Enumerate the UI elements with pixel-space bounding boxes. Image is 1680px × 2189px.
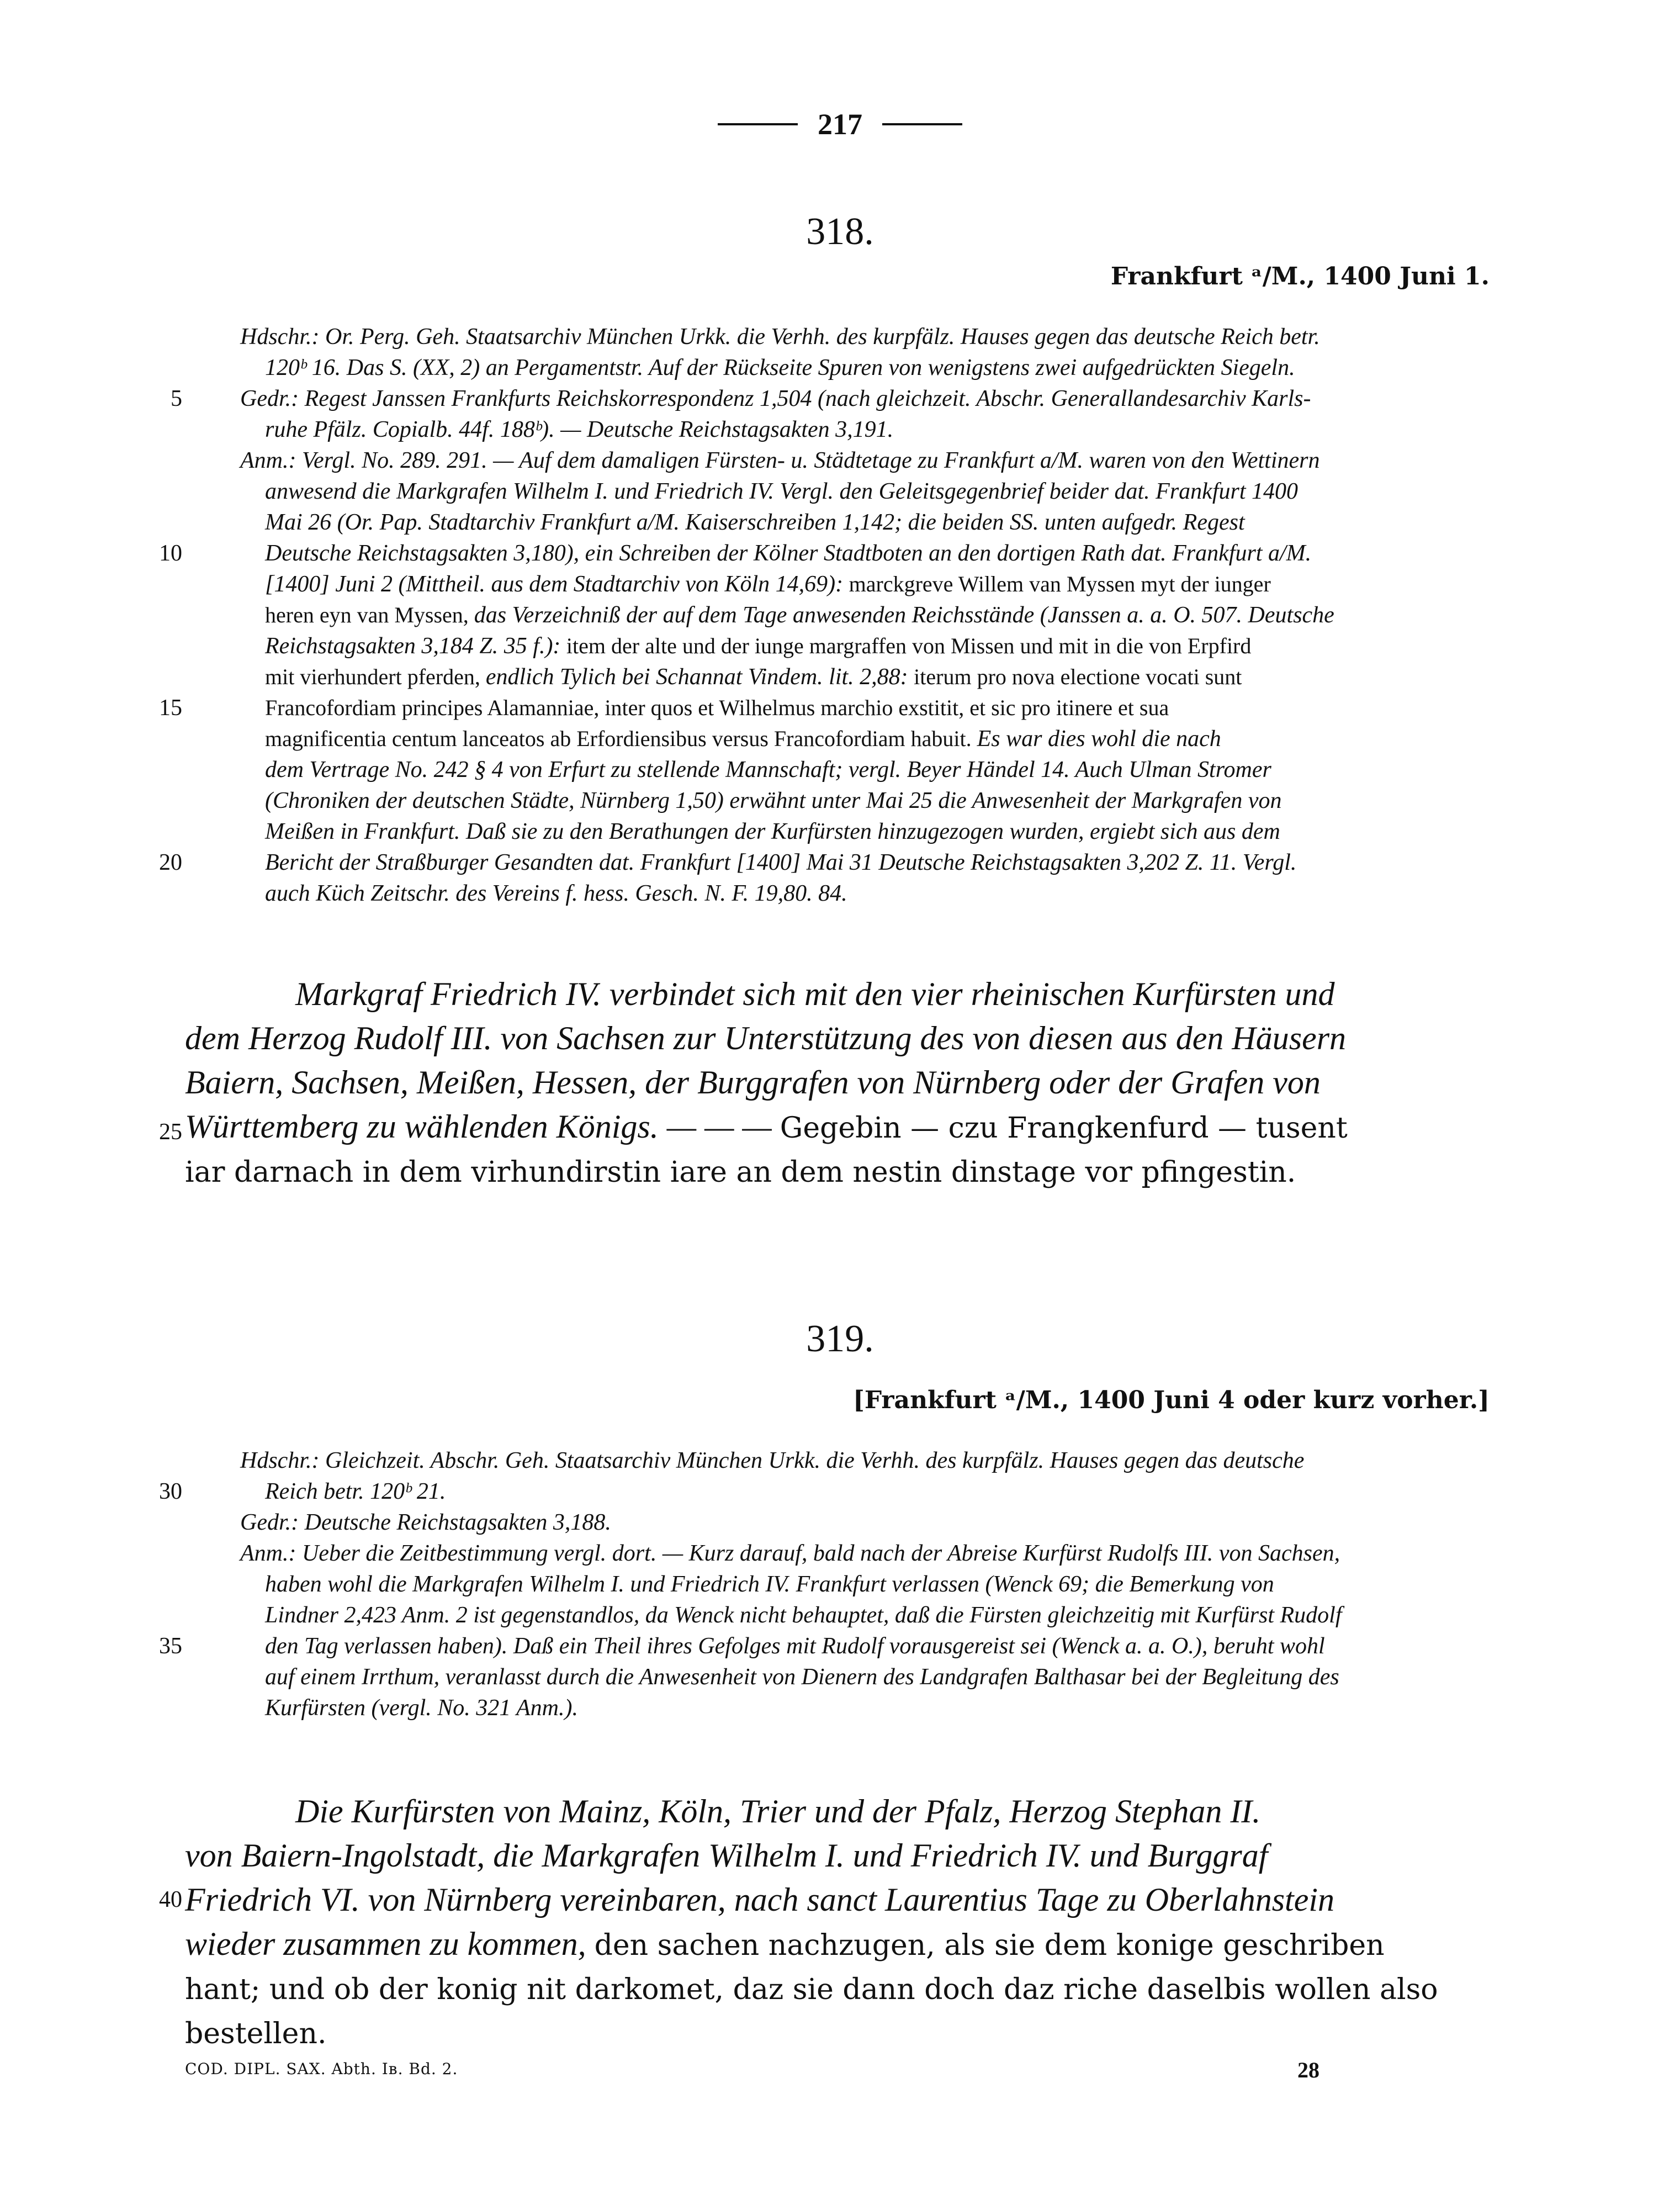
line-number: 15 — [159, 695, 182, 721]
line-number: 30 — [159, 1479, 182, 1504]
regest-line: Friedrich VI. von Nürnberg vereinbaren, nach sanct Laurentius Tage zu Oberlahnstein — [185, 1881, 1335, 1918]
note-line: Gedr.: Deutsche Reichstagsakten 3,188. — [240, 1510, 611, 1535]
note-line: (Chroniken der deutschen Städte, Nürnberg 1,50) erwähnt unter Mai 25 die Anwesenheit der Markgrafen von — [265, 788, 1282, 813]
regest-line: bestellen. — [185, 2017, 327, 2050]
line-number: 10 — [159, 541, 182, 566]
header-rule-left — [718, 123, 798, 125]
note-line: Mai 26 (Or. Pap. Stadtarchiv Frankfurt a/M. Kaiserschreiben 1,142; die beiden SS. unten aufgedr. Regest — [265, 510, 1245, 535]
note-line: 120ᵇ 16. Das S. (XX, 2) an Pergamentstr. Auf der Rückseite Spuren von wenigstens zwei aufgedrückten Siegeln. — [265, 355, 1295, 380]
note-line: Kurfürsten (vergl. No. 321 Anm.). — [265, 1695, 578, 1721]
note-line: Reichstagsakten 3,184 Z. 35 f.): item der alte und der iunge margraffen von Missen und mit in die von Erpfird — [265, 633, 1252, 659]
note-line: Hdschr.: Or. Perg. Geh. Staatsarchiv München Urkk. die Verhh. des kurpfälz. Hauses gegen das deutsche Reich betr. — [240, 324, 1320, 350]
note-line: auf einem Irrthum, veranlasst durch die Anwesenheit von Dienern des Landgrafen Balthasar bei der Begleitung des — [265, 1664, 1339, 1690]
footer-sheet-number: 28 — [1297, 2058, 1319, 2082]
regest-line: Baiern, Sachsen, Meißen, Hessen, der Burggrafen von Nürnberg oder der Grafen von — [185, 1064, 1321, 1101]
note-line: mit vierhundert pferden, endlich Tylich bei Schannat Vindem. lit. 2,88: iterum pro nova electione vocati sunt — [265, 664, 1242, 690]
footer-signature: COD. DIPL. SAX. Abth. Iʙ. Bd. 2. — [185, 2060, 458, 2078]
regest-line: dem Herzog Rudolf III. von Sachsen zur Unterstützung des von diesen aus den Häusern — [185, 1020, 1347, 1056]
note-line: Francofordiam principes Alamanniae, inter quos et Wilhelmus marchio exstitit, et sic pro itinere et sua — [265, 695, 1169, 720]
line-number: 20 — [159, 850, 182, 875]
note-line: Anm.: Vergl. No. 289. 291. — Auf dem damaligen Fürsten- u. Städtetage zu Frankfurt a/M. waren von den Wettinern — [240, 448, 1320, 473]
line-number: 40 — [159, 1887, 182, 1912]
regest-line: Markgraf Friedrich IV. verbindet sich mit den vier rheinischen Kurfürsten und — [295, 976, 1335, 1012]
document-number: 318. — [806, 210, 874, 253]
note-line: auch Küch Zeitschr. des Vereins f. hess. Gesch. N. F. 19,80. 84. — [265, 881, 847, 906]
note-line: anwesend die Markgrafen Wilhelm I. und Friedrich IV. Vergl. den Geleitsgegenbrief beider dat. Frankfurt 1400 — [265, 479, 1299, 504]
line-number: 35 — [159, 1633, 182, 1659]
regest-line: Die Kurfürsten von Mainz, Köln, Trier und der Pfalz, Herzog Stephan II. — [295, 1793, 1261, 1830]
regest-line: hant; und ob der konig nit darkomet, daz sie dann doch daz riche daselbis wollen also — [185, 1973, 1438, 2006]
note-line: Anm.: Ueber die Zeitbestimmung vergl. dort. — Kurz darauf, bald nach der Abreise Kurfürst Rudolfs III. von Sachsen, — [240, 1541, 1340, 1566]
document-dateline: [Frankfurt ᵃ/M., 1400 Juni 4 oder kurz vorher.] — [853, 1386, 1490, 1414]
note-line: Hdschr.: Gleichzeit. Abschr. Geh. Staatsarchiv München Urkk. die Verhh. des kurpfälz. Hauses gegen das deutsche — [240, 1448, 1305, 1473]
note-line: haben wohl die Markgrafen Wilhelm I. und Friedrich IV. Frankfurt verlassen (Wenck 69; die Bemerkung von — [265, 1572, 1274, 1597]
page-header — [0, 99, 1680, 149]
document-number: 319. — [806, 1318, 874, 1360]
note-line: Meißen in Frankfurt. Daß sie zu den Berathungen der Kurfürsten hinzugezogen wurden, ergiebt sich aus dem — [265, 819, 1280, 844]
note-line: den Tag verlassen haben). Daß ein Theil ihres Gefolges mit Rudolf vorausgereist sei (Wenck a. a. O.), beruht wohl — [265, 1633, 1325, 1659]
note-line: dem Vertrage No. 242 § 4 von Erfurt zu stellende Mannschaft; vergl. Beyer Händel 14. Auch Ulman Stromer — [265, 757, 1271, 782]
note-line: [1400] Juni 2 (Mittheil. aus dem Stadtarchiv von Köln 14,69): marckgreve Willem van Myssen myt der iunger — [265, 572, 1271, 597]
note-line: magnificentia centum lanceatos ab Erfordiensibus versus Francofordiam habuit. Es war dies wohl die nach — [265, 726, 1221, 752]
note-line: Reich betr. 120ᵇ 21. — [265, 1479, 446, 1504]
note-line: Bericht der Straßburger Gesandten dat. Frankfurt [1400] Mai 31 Deutsche Reichstagsakten 3,202 Z. 11. Vergl. — [265, 850, 1297, 875]
note-line: Gedr.: Regest Janssen Frankfurts Reichskorrespondenz 1,504 (nach gleichzeit. Abschr. Generallandesarchiv Karls- — [240, 386, 1311, 411]
note-line: ruhe Pfälz. Copialb. 44f. 188ᵇ). — Deutsche Reichstagsakten 3,191. — [265, 417, 894, 442]
line-number: 5 — [171, 386, 182, 411]
page-number: 217 — [818, 108, 862, 141]
note-line: Lindner 2,423 Anm. 2 ist gegenstandlos, da Wenck nicht behauptet, daß die Fürsten gleichzeitig mit Kurfürst Rudolf — [265, 1603, 1342, 1628]
note-line: heren eyn van Myssen, das Verzeichniß der auf dem Tage anwesenden Reichsstände (Janssen a. a. O. 507. Deutsche — [265, 602, 1334, 628]
regest-line: von Baiern-Ingolstadt, die Markgrafen Wilhelm I. und Friedrich IV. und Burggraf — [185, 1837, 1268, 1874]
note-line: Deutsche Reichstagsakten 3,180), ein Schreiben der Kölner Stadtboten an den dortigen Rath dat. Frankfurt a/M. — [265, 541, 1312, 566]
regest-line: wieder zusammen zu kommen, den sachen nachzugen, als sie dem konige geschriben — [185, 1926, 1385, 1962]
header-rule-right — [882, 123, 962, 125]
regest-line: Württemberg zu wählenden Königs. — — — Gegebin — czu Frangkenfurd — tusent — [185, 1108, 1348, 1145]
line-number: 25 — [159, 1119, 182, 1145]
regest-line: iar darnach in dem virhundirstin iare an dem nestin dinstage vor pfingestin. — [185, 1156, 1296, 1189]
document-dateline: Frankfurt ᵃ/M., 1400 Juni 1. — [1110, 262, 1490, 290]
